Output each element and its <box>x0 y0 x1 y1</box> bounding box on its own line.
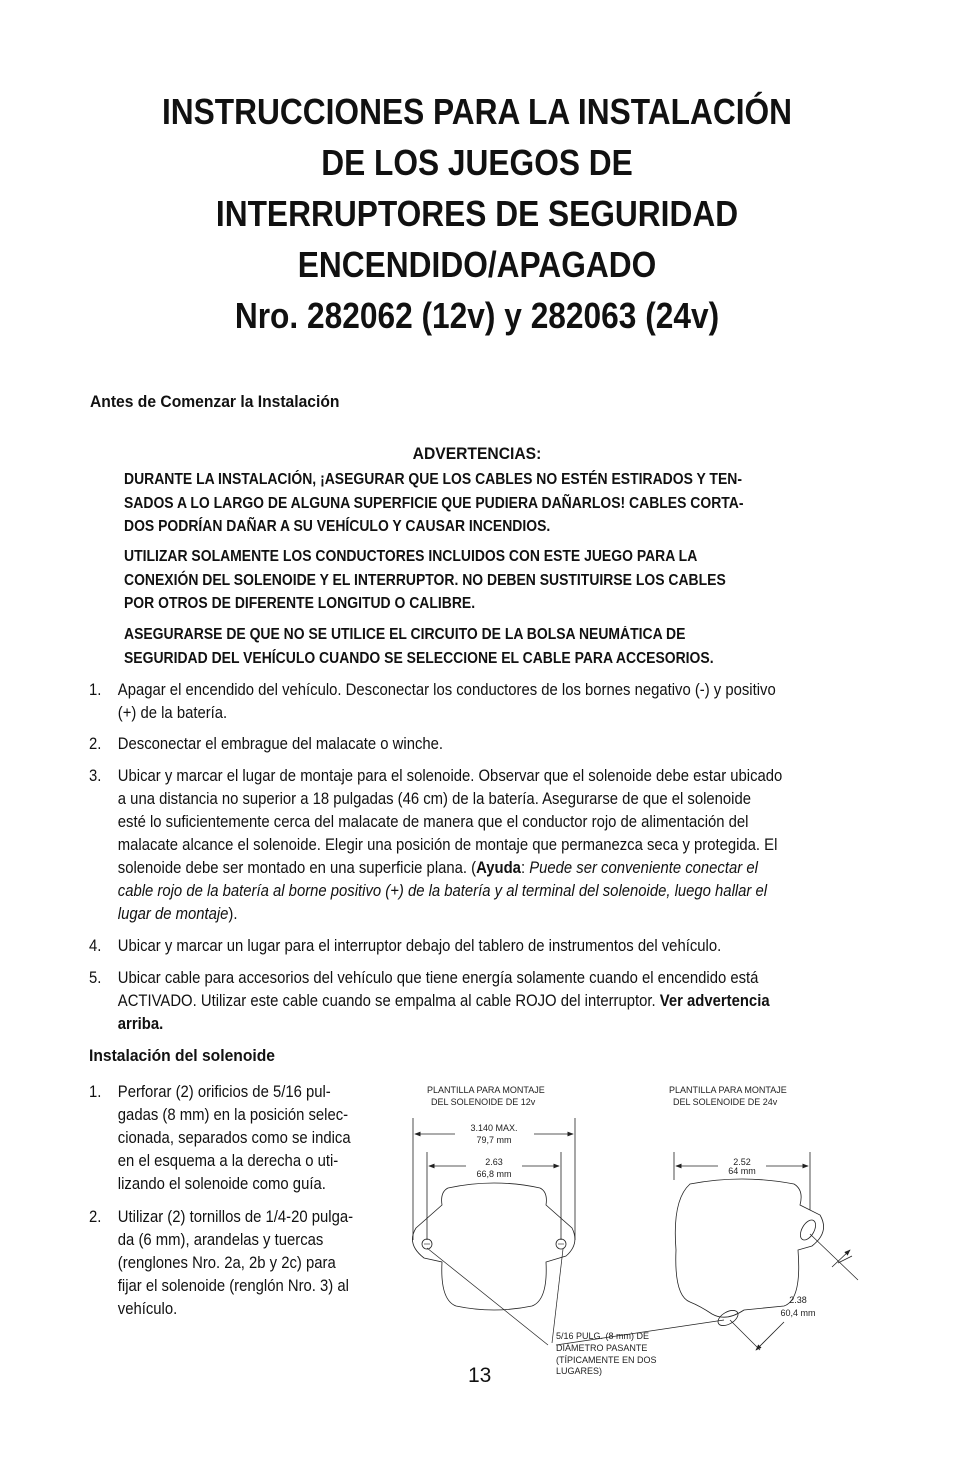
dim-max-label: 3.140 MAX. <box>470 1123 518 1133</box>
solenoid-12v-outline <box>412 1183 574 1310</box>
item-line: Ubicar y marcar el lugar de montaje para el solenoide. Observar que el solenoide debe estar ubicado <box>117 767 783 785</box>
item-line: Ubicar y marcar un lugar para el interruptor debajo del tablero de instrumentos del vehículo. <box>117 937 722 955</box>
left-template-subtitle: DEL SOLENOIDE DE 12v <box>431 1097 536 1107</box>
item-line: esté lo suficientemente cerca del malacate de manera que el conductor rojo de alimentación del <box>117 813 749 831</box>
item-line: da (6 mm), arandelas y tuercas <box>117 1231 324 1249</box>
ayuda-label: Ayuda <box>476 859 521 877</box>
solenoid-heading: Instalación del solenoide <box>89 1046 275 1065</box>
dim-238-mm: 60,4 mm <box>780 1308 816 1318</box>
item-line: en el esquema a la derecha o uti- <box>117 1152 339 1170</box>
leader-line <box>427 1248 548 1345</box>
item-line: (+) de la batería. <box>117 704 228 722</box>
warning-line: SADOS A LO LARGO DE ALGUNA SUPERFICIE QUE PUDIERA DAÑARLOS! CABLES CORTA- <box>124 494 744 512</box>
mounting-slot <box>715 1307 740 1328</box>
page-number: 13 <box>468 1364 492 1387</box>
hole-label: (TÍPICAMENTE EN DOS <box>556 1355 657 1365</box>
dim-263-mm: 66,8 mm <box>476 1169 512 1179</box>
item-line: a una distancia no superior a 18 pulgadas (46 cm) de la batería. Asegurarse de que el solenoide <box>117 790 751 808</box>
item-number: 2. <box>89 735 102 753</box>
dim-238-label: 2.38 <box>789 1295 807 1305</box>
item-line: malacate alcance el solenoide. Elegir una posición de montaje que permanezca seca y protegida. El <box>117 836 778 854</box>
title-line: INTERRUPTORES DE SEGURIDAD <box>215 193 739 234</box>
item-line: arriba. <box>117 1015 164 1033</box>
item-number: 5. <box>89 969 102 987</box>
item-text: solenoide debe ser montado en una superficie plana. ( <box>117 859 477 877</box>
item-number: 1. <box>89 681 102 699</box>
item-line: cionada, separados como se indica <box>117 1129 351 1147</box>
right-template-title: PLANTILLA PARA MONTAJE <box>669 1085 787 1095</box>
dim-max-mm: 79,7 mm <box>476 1135 512 1145</box>
item-line: Desconectar el embrague del malacate o winche. <box>117 735 444 753</box>
title-line: DE LOS JUEGOS DE <box>321 142 633 183</box>
item-line: fijar el solenoide (renglón Nro. 3) al <box>117 1277 349 1295</box>
warning-line: ASEGURARSE DE QUE NO SE UTILICE EL CIRCUITO DE LA BOLSA NEUMÁTICA DE <box>124 626 686 643</box>
mounting-slot <box>797 1217 818 1242</box>
left-template-title: PLANTILLA PARA MONTAJE <box>427 1085 545 1095</box>
item-italic: lugar de montaje <box>117 905 229 923</box>
warning-line: POR OTROS DE DIFERENTE LONGITUD O CALIBRE. <box>124 595 476 612</box>
title-line: INSTRUCCIONES PARA LA INSTALACIÓN <box>161 91 793 132</box>
item-line: Apagar el encendido del vehículo. Desconectar los conductores de los bornes negativo (-) y positivo <box>117 681 776 699</box>
item-line: Perforar (2) orificios de 5/16 pul- <box>117 1083 331 1101</box>
right-template-subtitle: DEL SOLENOIDE DE 24v <box>673 1097 778 1107</box>
item-number: 4. <box>89 937 102 955</box>
item-bold: Ver advertencia <box>659 992 770 1010</box>
hole-label: 5/16 PULG. (8 mm) DE <box>556 1331 650 1341</box>
dimension-arrow <box>756 1322 784 1350</box>
title-line: ENCENDIDO/APAGADO <box>297 244 657 285</box>
item-number: 3. <box>89 767 102 785</box>
item-italic: Puede ser conveniente conectar el <box>529 859 758 877</box>
hole-label: LUGARES) <box>556 1366 603 1376</box>
item-line: Utilizar (2) tornillos de 1/4-20 pulga- <box>117 1208 354 1226</box>
item-text: : <box>520 859 530 877</box>
before-heading: Antes de Comenzar la Instalación <box>90 392 340 411</box>
title-line: Nro. 282062 (12v) y 282063 (24v) <box>234 295 720 336</box>
extension-line <box>730 1320 760 1350</box>
dim-252-label: 2.52 <box>733 1157 751 1167</box>
item-line: lizando el solenoide como guía. <box>117 1175 326 1193</box>
hole-label: DIÁMETRO PASANTE <box>556 1343 648 1353</box>
warning-line: DOS PODRÍAN DAÑAR A SU VEHÍCULO Y CAUSAR INCENDIOS. <box>124 518 551 535</box>
item-line: vehículo. <box>117 1300 178 1318</box>
dim-263-label: 2.63 <box>485 1157 503 1167</box>
warning-line: SEGURIDAD DEL VEHÍCULO CUANDO SE SELECCIONE EL CABLE PARA ACCESORIOS. <box>124 649 714 667</box>
item-line: Ubicar cable para accesorios del vehículo que tiene energía solamente cuando el encendido está <box>117 969 759 987</box>
item-line: gadas (8 mm) en la posición selec- <box>117 1106 349 1124</box>
item-text: ACTIVADO. Utilizar este cable cuando se empalma al cable ROJO del interruptor. <box>117 992 660 1010</box>
warning-line: CONEXIÓN DEL SOLENOIDE Y EL INTERRUPTOR. NO DEBEN SUSTITUIRSE LOS CABLES <box>124 571 726 589</box>
item-number: 2. <box>89 1208 102 1226</box>
warning-line: DURANTE LA INSTALACIÓN, ¡ASEGURAR QUE LOS CABLES NO ESTÉN ESTIRADOS Y TEN- <box>124 471 742 488</box>
warning-line: UTILIZAR SOLAMENTE LOS CONDUCTORES INCLUIDOS CON ESTE JUEGO PARA LA <box>124 548 698 565</box>
item-line: (renglones Nro. 2a, 2b y 2c) para <box>117 1254 336 1272</box>
leader-line <box>552 1249 563 1343</box>
item-line: cable rojo de la batería al borne positivo (+) de la batería y al terminal del solenoide, luego hallar el <box>117 882 768 900</box>
dim-252-mm: 64 mm <box>728 1166 756 1176</box>
item-text: ). <box>228 905 238 923</box>
warnings-heading: ADVERTENCIAS: <box>412 444 542 463</box>
item-number: 1. <box>89 1083 102 1101</box>
